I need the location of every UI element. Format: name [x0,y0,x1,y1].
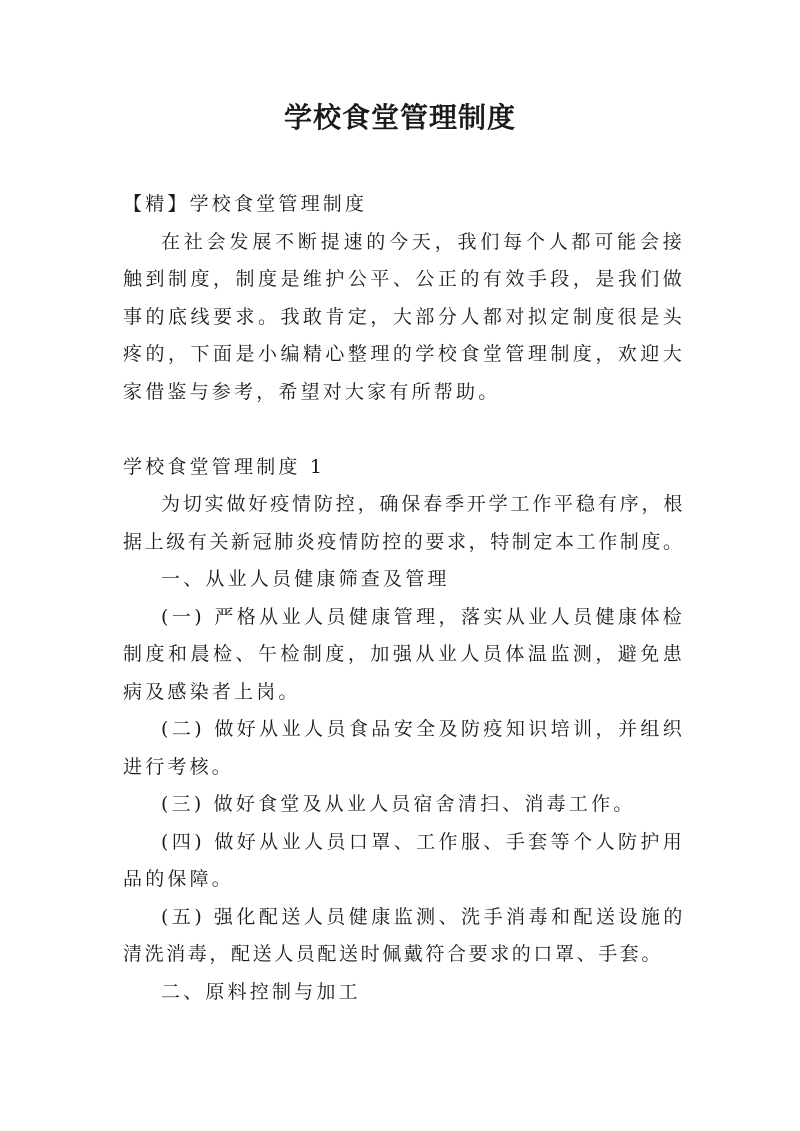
list-item: (二) 做好从业人员食品安全及防疫知识培训，并组织进行考核。 [123,718,685,778]
document-body [123,186,685,1011]
part-heading-2: 二、原料控制与加工 [161,980,361,1003]
document-subtitle: 【精】学校食堂管理制度 [123,193,368,215]
section-heading: 学校食堂管理制度 1 [123,455,326,478]
paragraph-gap [123,411,685,449]
part-heading-1: 一、从业人员健康筛查及管理 [161,568,450,590]
list-item: (四) 做好从业人员口罩、工作服、手套等个人防护用品的保障。 [123,830,685,890]
list-item: (一) 严格从业人员健康管理，落实从业人员健康体检制度和晨检、午检制度，加强从业人员体温监测，避免患病及感染者上岗。 [123,605,685,703]
list-item: (三) 做好食堂及从业人员宿舍清扫、消毒工作。 [161,793,636,815]
section-intro-paragraph: 为切实做好疫情防控，确保春季开学工作平稳有序，根据上级有关新冠肺炎疫情防控的要求，特制定本工作制度。 [123,493,685,553]
document-title: 学校食堂管理制度 [283,101,516,134]
intro-paragraph: 在社会发展不断提速的今天，我们每个人都可能会接触到制度，制度是维护公平、公正的有效手段，是我们做事的底线要求。我敢肯定，大部分人都对拟定制度很是头疼的，下面是小编精心整理的学校食堂管理制度，欢迎大家借鉴与参考，希望对大家有所帮助。 [123,230,685,403]
list-item: (五) 强化配送人员健康监测、洗手消毒和配送设施的清洗消毒，配送人员配送时佩戴符合要求的口罩、手套。 [123,905,685,965]
